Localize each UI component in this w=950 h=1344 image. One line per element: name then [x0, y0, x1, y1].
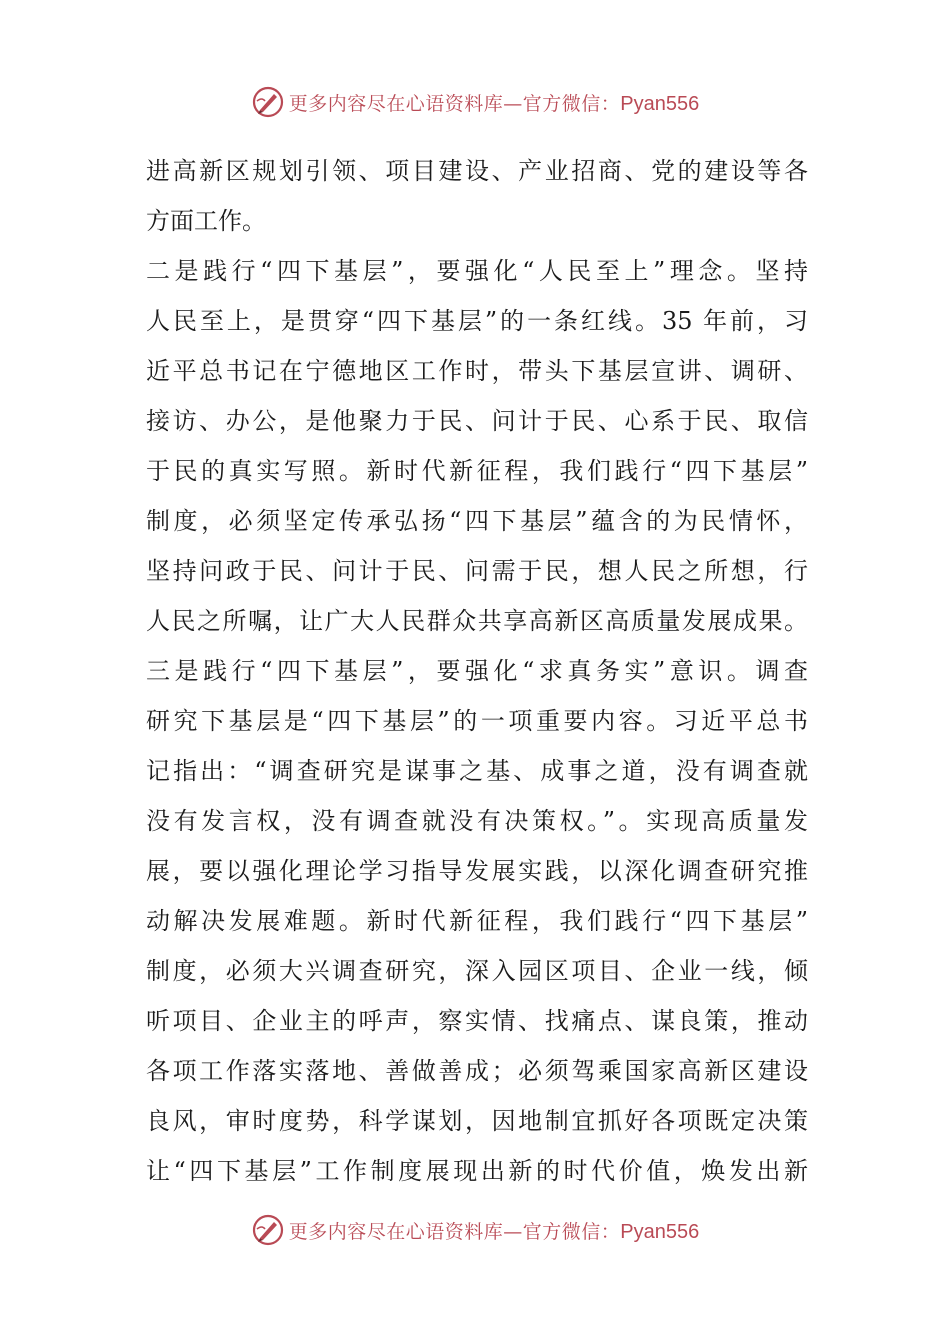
body-line: 人民至上，是贯穿“四下基层”的一条红线。35 年前，习: [146, 307, 808, 335]
body-line: 接访、办公，是他聚力于民、问计于民、心系于民、取信: [146, 407, 808, 435]
body-line: 三是践行“四下基层”，要强化“求真务实”意识。调查: [146, 657, 808, 685]
header-banner: [0, 80, 950, 124]
pen-logo-icon: [251, 85, 285, 119]
body-line: 制度，必须坚定传承弘扬“四下基层”蕴含的为民情怀，: [146, 507, 808, 535]
header-tagline-text: 更多内容尽在心语资料库—官方微信：: [288, 92, 621, 115]
footer-tagline: [289, 1217, 699, 1244]
body-line: 近平总书记在宁德地区工作时，带头下基层宣讲、调研、: [146, 357, 808, 385]
footer-wechat-handle: Pyan556: [620, 1220, 700, 1243]
body-line: 动解决发展难题。新时代新征程，我们践行“四下基层”: [146, 907, 808, 935]
body-line: 让“四下基层”工作制度展现出新的时代价值，焕发出新: [146, 1157, 808, 1185]
body-line: 二是践行“四下基层”，要强化“人民至上”理念。坚持: [146, 257, 808, 285]
header-tagline: [289, 89, 699, 116]
body-text: [146, 146, 808, 1196]
body-line: 各项工作落实落地、善做善成；必须驾乘国家高新区建设: [146, 1057, 808, 1085]
body-line: 良风，审时度势，科学谋划，因地制宜抓好各项既定决策: [146, 1107, 808, 1135]
body-line: 没有发言权，没有调查就没有决策权。”。实现高质量发: [146, 807, 808, 835]
body-line: 进高新区规划引领、项目建设、产业招商、党的建设等各: [146, 157, 808, 185]
body-line: 方面工作。: [146, 207, 266, 235]
body-line: 制度，必须大兴调查研究，深入园区项目、企业一线，倾: [146, 957, 808, 985]
footer-tagline-text: 更多内容尽在心语资料库—官方微信：: [288, 1220, 621, 1243]
body-line: 于民的真实写照。新时代新征程，我们践行“四下基层”: [146, 457, 808, 485]
body-line: 研究下基层是“四下基层”的一项重要内容。习近平总书: [146, 707, 808, 735]
body-line: 坚持问政于民、问计于民、问需于民，想人民之所想，行: [146, 557, 808, 585]
pen-logo-icon: [251, 1213, 285, 1247]
header-wechat-handle: Pyan556: [620, 92, 700, 115]
body-line: 记指出：“调查研究是谋事之基、成事之道，没有调查就: [146, 757, 808, 785]
body-line: 听项目、企业主的呼声，察实情、找痛点、谋良策，推动: [146, 1007, 808, 1035]
body-line: 展，要以强化理论学习指导发展实践，以深化调查研究推: [146, 857, 808, 885]
body-line: 人民之所嘱，让广大人民群众共享高新区高质量发展成果。: [146, 607, 808, 635]
footer-banner: [0, 1208, 950, 1252]
